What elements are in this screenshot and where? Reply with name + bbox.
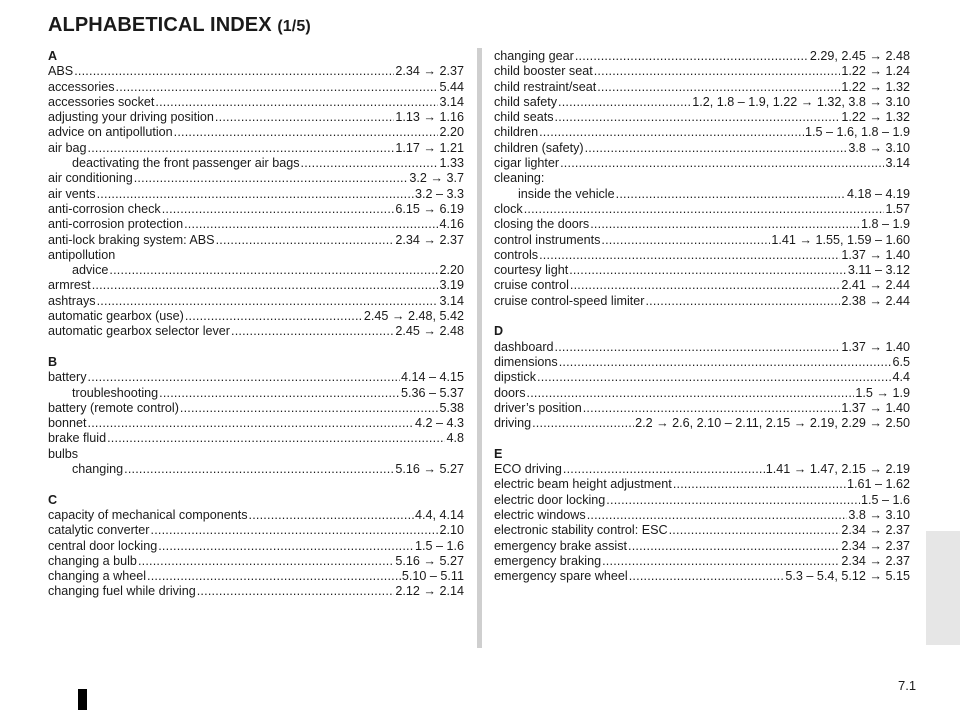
page-reference: 1.2, 1.8 – 1.9, 1.22 → 1.32, 3.8 → 3.10 xyxy=(692,94,910,109)
page-reference: 2.2 → 2.6, 2.10 – 2.11, 2.15 → 2.19, 2.29 → 2.50 xyxy=(635,416,910,431)
dot-leader xyxy=(583,401,841,416)
page-reference: 2.45 → 2.48, 5.42 xyxy=(363,309,464,324)
index-entry[interactable] xyxy=(494,217,910,232)
index-term: anti-corrosion check xyxy=(48,201,161,216)
dot-leader xyxy=(138,554,394,569)
index-entry[interactable] xyxy=(48,523,464,538)
page-reference: 4.18 – 4.19 xyxy=(846,186,910,201)
page-reference: 1.61 – 1.62 xyxy=(846,477,910,492)
dot-leader xyxy=(558,95,691,110)
section-spacer xyxy=(48,477,464,492)
index-term: emergency spare wheel xyxy=(494,569,628,584)
index-entry[interactable] xyxy=(48,569,464,584)
index-entry[interactable] xyxy=(48,233,464,248)
page-reference: 5.3 – 5.4, 5.12 → 5.15 xyxy=(785,569,910,584)
index-term: electric door locking xyxy=(494,492,606,507)
dot-leader xyxy=(559,355,892,370)
dot-leader xyxy=(594,64,841,79)
index-term: cruise control xyxy=(494,278,569,293)
index-term: courtesy light xyxy=(494,263,569,278)
index-term: automatic gearbox (use) xyxy=(48,309,184,324)
page-reference: 5.16 → 5.27 xyxy=(395,553,464,568)
dot-leader xyxy=(524,202,885,217)
index-entry[interactable] xyxy=(494,64,910,79)
page-reference: 3.8 → 3.10 xyxy=(848,140,910,155)
dot-leader xyxy=(97,294,439,309)
index-term: electronic stability control: ESC xyxy=(494,523,668,538)
dot-leader xyxy=(158,539,414,554)
index-subentry[interactable] xyxy=(494,187,910,202)
dot-leader xyxy=(147,569,401,584)
dot-leader xyxy=(585,141,848,156)
index-entry[interactable] xyxy=(494,569,910,584)
dot-leader xyxy=(301,156,439,171)
index-term: anti-corrosion protection xyxy=(48,217,184,232)
index-term: ECO driving xyxy=(494,462,562,477)
index-term: changing fuel while driving xyxy=(48,584,196,599)
index-term: troubleshooting xyxy=(72,385,159,400)
index-term: air bag xyxy=(48,140,87,155)
index-entry[interactable] xyxy=(48,539,464,554)
index-term: changing gear xyxy=(494,49,574,63)
index-entry[interactable] xyxy=(494,125,910,140)
dot-leader xyxy=(629,569,785,584)
index-term: electric windows xyxy=(494,507,586,522)
page-reference: 5.10 – 5.11 xyxy=(401,569,464,584)
index-term: air conditioning xyxy=(48,171,133,186)
page-reference: 1.13 → 1.16 xyxy=(395,110,464,125)
index-entry[interactable] xyxy=(494,355,910,370)
index-term: central door locking xyxy=(48,538,158,553)
column-divider xyxy=(477,48,482,648)
page-reference: 1.5 – 1.6 xyxy=(860,492,910,507)
page-reference: 1.8 – 1.9 xyxy=(860,217,910,232)
dot-leader xyxy=(532,416,634,431)
index-term: controls xyxy=(494,247,539,262)
dot-leader xyxy=(555,110,841,125)
page-reference: 2.29, 2.45 → 2.48 xyxy=(809,49,910,63)
dot-leader xyxy=(606,493,860,508)
index-entry[interactable] xyxy=(494,493,910,508)
index-term: child safety xyxy=(494,94,557,109)
index-entry[interactable] xyxy=(494,370,910,385)
section-spacer xyxy=(48,340,464,355)
dot-leader xyxy=(88,370,400,385)
dot-leader xyxy=(601,233,770,248)
index-entry[interactable] xyxy=(48,110,464,125)
index-entry[interactable] xyxy=(494,278,910,293)
index-column-right xyxy=(494,49,910,584)
index-entry[interactable] xyxy=(494,156,910,171)
index-entry[interactable] xyxy=(494,248,910,263)
index-term: driver’s position xyxy=(494,400,582,415)
dot-leader xyxy=(107,431,445,446)
dot-leader xyxy=(184,217,438,232)
index-term: ABS xyxy=(48,64,74,79)
index-entry[interactable] xyxy=(494,110,910,125)
index-term: closing the doors xyxy=(494,217,590,232)
dot-leader xyxy=(151,523,439,538)
dot-leader xyxy=(97,187,414,202)
index-entry[interactable] xyxy=(48,294,464,309)
page-reference: 3.11 – 3.12 xyxy=(847,263,910,278)
index-section-letter: D xyxy=(494,324,504,339)
dot-leader xyxy=(569,263,847,278)
index-section-letter: C xyxy=(48,492,58,507)
dot-leader xyxy=(560,156,884,171)
index-entry[interactable] xyxy=(494,554,910,569)
index-entry[interactable] xyxy=(494,477,910,492)
index-term: dipstick xyxy=(494,370,536,385)
page-reference: 1.22 → 1.32 xyxy=(841,110,910,125)
index-term: armrest xyxy=(48,278,91,293)
dot-leader xyxy=(88,416,414,431)
page-reference: 6.5 xyxy=(892,354,910,369)
dot-leader xyxy=(180,401,439,416)
index-section-letter: E xyxy=(494,446,503,461)
dot-leader xyxy=(587,508,848,523)
index-entry[interactable] xyxy=(494,539,910,554)
page-reference: 1.37 → 1.40 xyxy=(841,400,910,415)
page-reference: 3.14 xyxy=(439,94,464,109)
page-title-text: ALPHABETICAL INDEX xyxy=(48,14,272,36)
page-reference: 3.8 → 3.10 xyxy=(848,507,910,522)
page-reference: 5.44 xyxy=(439,79,464,94)
index-subentry[interactable] xyxy=(48,386,464,401)
index-term: changing xyxy=(72,462,124,477)
index-term: battery xyxy=(48,370,87,385)
page-reference: 1.37 → 1.40 xyxy=(841,247,910,262)
page-number: 7.1 xyxy=(898,678,917,693)
index-entry[interactable] xyxy=(48,324,464,339)
page-reference: 2.20 xyxy=(439,125,464,140)
index-entry[interactable] xyxy=(48,584,464,599)
page-reference: 4.4 xyxy=(892,370,910,385)
index-term: dashboard xyxy=(494,339,554,354)
index-entry[interactable] xyxy=(494,340,910,355)
page-reference: 4.16 xyxy=(439,217,464,232)
page-reference: 3.14 xyxy=(885,156,910,171)
page-reference: 2.38 → 2.44 xyxy=(841,293,910,308)
page-reference: 4.4, 4.14 xyxy=(414,507,464,522)
page-reference: 4.8 xyxy=(446,431,464,446)
index-entry[interactable] xyxy=(48,125,464,140)
index-term: advice xyxy=(72,263,109,278)
page-reference: 2.10 xyxy=(439,523,464,538)
index-subentry[interactable] xyxy=(48,462,464,477)
index-entry[interactable] xyxy=(494,386,910,401)
index-entry[interactable] xyxy=(494,401,910,416)
index-group-heading: cleaning: xyxy=(494,171,545,186)
index-term: emergency braking xyxy=(494,553,602,568)
corner-crop-mark xyxy=(78,689,87,710)
index-entry[interactable] xyxy=(494,141,910,156)
index-term: child booster seat xyxy=(494,64,593,79)
index-entry[interactable] xyxy=(48,554,464,569)
dot-leader xyxy=(162,202,395,217)
index-entry[interactable] xyxy=(494,508,910,523)
page-reference: 1.17 → 1.21 xyxy=(395,140,464,155)
page-reference: 2.45 → 2.48 xyxy=(395,324,464,339)
dot-leader xyxy=(616,187,846,202)
index-term: inside the vehicle xyxy=(518,186,615,201)
page-reference: 1.22 → 1.32 xyxy=(841,79,910,94)
dot-leader xyxy=(597,80,840,95)
index-entry[interactable] xyxy=(48,202,464,217)
index-term: child restraint/seat xyxy=(494,79,597,94)
index-entry[interactable] xyxy=(48,141,464,156)
page-reference: 3.2 → 3.7 xyxy=(409,171,464,186)
dot-leader xyxy=(155,95,438,110)
index-entry[interactable] xyxy=(494,263,910,278)
page-reference: 5.16 → 5.27 xyxy=(395,462,464,477)
page-reference: 2.34 → 2.37 xyxy=(395,232,464,247)
index-entry[interactable] xyxy=(48,508,464,523)
page-reference: 1.41 → 1.55, 1.59 – 1.60 xyxy=(771,232,910,247)
dot-leader xyxy=(134,171,409,186)
dot-leader xyxy=(575,49,809,64)
index-term: capacity of mechanical components xyxy=(48,507,248,522)
page-reference: 1.5 – 1.6 xyxy=(414,538,464,553)
page-reference: 1.37 → 1.40 xyxy=(841,339,910,354)
index-entry[interactable] xyxy=(494,233,910,248)
index-term: emergency brake assist xyxy=(494,538,627,553)
page-reference: 2.41 → 2.44 xyxy=(841,278,910,293)
index-term: bonnet xyxy=(48,416,87,431)
index-term: accessories socket xyxy=(48,94,155,109)
index-term: ashtrays xyxy=(48,293,96,308)
dot-leader xyxy=(215,110,394,125)
index-entry[interactable] xyxy=(494,294,910,309)
index-entry[interactable] xyxy=(48,217,464,232)
dot-leader xyxy=(159,386,400,401)
dot-leader xyxy=(563,462,765,477)
index-entry[interactable] xyxy=(494,523,910,538)
dot-leader xyxy=(527,386,855,401)
index-term: electric beam height adjustment xyxy=(494,477,672,492)
index-entry[interactable] xyxy=(494,202,910,217)
index-term: deactivating the front passenger air bags xyxy=(72,156,300,171)
page-reference: 3.14 xyxy=(439,293,464,308)
dot-leader xyxy=(570,278,840,293)
dot-leader xyxy=(197,584,395,599)
index-term: catalytic converter xyxy=(48,523,150,538)
index-term: children xyxy=(494,125,539,140)
page-reference: 2.34 → 2.37 xyxy=(841,523,910,538)
page-title xyxy=(48,14,311,37)
page-reference: 1.57 xyxy=(885,201,910,216)
dot-leader xyxy=(669,523,841,538)
index-term: cigar lighter xyxy=(494,156,560,171)
index-subentry[interactable] xyxy=(48,263,464,278)
index-term: child seats xyxy=(494,110,554,125)
dot-leader xyxy=(116,80,439,95)
dot-leader xyxy=(216,233,395,248)
index-section-letter: B xyxy=(48,354,58,369)
index-term: children (safety) xyxy=(494,140,584,155)
index-entry[interactable] xyxy=(494,416,910,431)
index-entry[interactable] xyxy=(494,49,910,64)
page-reference: 1.41 → 1.47, 2.15 → 2.19 xyxy=(765,462,910,477)
index-section-letter: A xyxy=(48,49,58,63)
index-term: anti-lock braking system: ABS xyxy=(48,232,215,247)
index-term: control instruments xyxy=(494,232,601,247)
page-reference: 4.14 – 4.15 xyxy=(400,370,464,385)
index-entry[interactable] xyxy=(48,416,464,431)
page-reference: 1.5 → 1.9 xyxy=(855,385,910,400)
page-reference: 1.33 xyxy=(439,156,464,171)
index-entry[interactable] xyxy=(48,80,464,95)
section-thumb-tab xyxy=(926,531,960,645)
index-term: changing a bulb xyxy=(48,553,137,568)
index-term: brake fluid xyxy=(48,431,107,446)
page-reference: 5.38 xyxy=(439,400,464,415)
page-reference: 6.15 → 6.19 xyxy=(395,201,464,216)
index-entry[interactable] xyxy=(494,462,910,477)
index-subentry[interactable] xyxy=(48,156,464,171)
index-term: battery (remote control) xyxy=(48,400,179,415)
dot-leader xyxy=(602,554,840,569)
index-term: driving xyxy=(494,416,532,431)
dot-leader xyxy=(174,125,439,140)
index-term: automatic gearbox selector lever xyxy=(48,324,231,339)
dot-leader xyxy=(249,508,414,523)
index-entry[interactable] xyxy=(494,95,910,110)
index-entry[interactable] xyxy=(494,80,910,95)
dot-leader xyxy=(555,340,841,355)
dot-leader xyxy=(628,539,840,554)
index-entry[interactable] xyxy=(48,171,464,186)
page-reference: 2.34 → 2.37 xyxy=(841,538,910,553)
dot-leader xyxy=(645,294,840,309)
index-entry[interactable] xyxy=(48,370,464,385)
index-entry[interactable] xyxy=(48,278,464,293)
index-term: dimensions xyxy=(494,354,558,369)
index-term: accessories xyxy=(48,79,115,94)
index-entry[interactable] xyxy=(48,431,464,446)
index-entry[interactable] xyxy=(48,187,464,202)
index-term: clock xyxy=(494,201,523,216)
dot-leader xyxy=(74,64,394,79)
index-term: advice on antipollution xyxy=(48,125,173,140)
page-reference: 1.5 – 1.6, 1.8 – 1.9 xyxy=(804,125,910,140)
page-reference: 4.2 – 4.3 xyxy=(414,416,464,431)
dot-leader xyxy=(88,141,395,156)
index-entry[interactable] xyxy=(48,95,464,110)
index-term: changing a wheel xyxy=(48,569,147,584)
dot-leader xyxy=(539,125,804,140)
dot-leader xyxy=(109,263,438,278)
index-term: air vents xyxy=(48,186,96,201)
dot-leader xyxy=(92,278,439,293)
index-term: adjusting your driving position xyxy=(48,110,214,125)
section-spacer xyxy=(494,309,910,324)
page-reference: 3.19 xyxy=(439,278,464,293)
dot-leader xyxy=(231,324,394,339)
page-reference: 2.34 → 2.37 xyxy=(395,64,464,79)
dot-leader xyxy=(124,462,394,477)
page-reference: 5.36 – 5.37 xyxy=(400,385,464,400)
page-reference: 2.20 xyxy=(439,263,464,278)
page-reference: 1.22 → 1.24 xyxy=(841,64,910,79)
index-term: doors xyxy=(494,385,526,400)
dot-leader xyxy=(185,309,363,324)
page-reference: 2.34 → 2.37 xyxy=(841,553,910,568)
dot-leader xyxy=(590,217,860,232)
page-title-part-indicator: (1/5) xyxy=(277,18,311,35)
dot-leader xyxy=(537,370,891,385)
dot-leader xyxy=(539,248,840,263)
index-entry[interactable] xyxy=(48,64,464,79)
index-column-left xyxy=(48,49,464,600)
page-reference: 2.12 → 2.14 xyxy=(395,584,464,599)
dot-leader xyxy=(673,477,846,492)
index-term: cruise control-speed limiter xyxy=(494,293,645,308)
index-group-heading: bulbs xyxy=(48,446,79,461)
index-group-heading: antipollution xyxy=(48,247,116,262)
section-spacer xyxy=(494,431,910,446)
index-entry[interactable] xyxy=(48,401,464,416)
index-entry[interactable] xyxy=(48,309,464,324)
page-reference: 3.2 – 3.3 xyxy=(414,186,464,201)
